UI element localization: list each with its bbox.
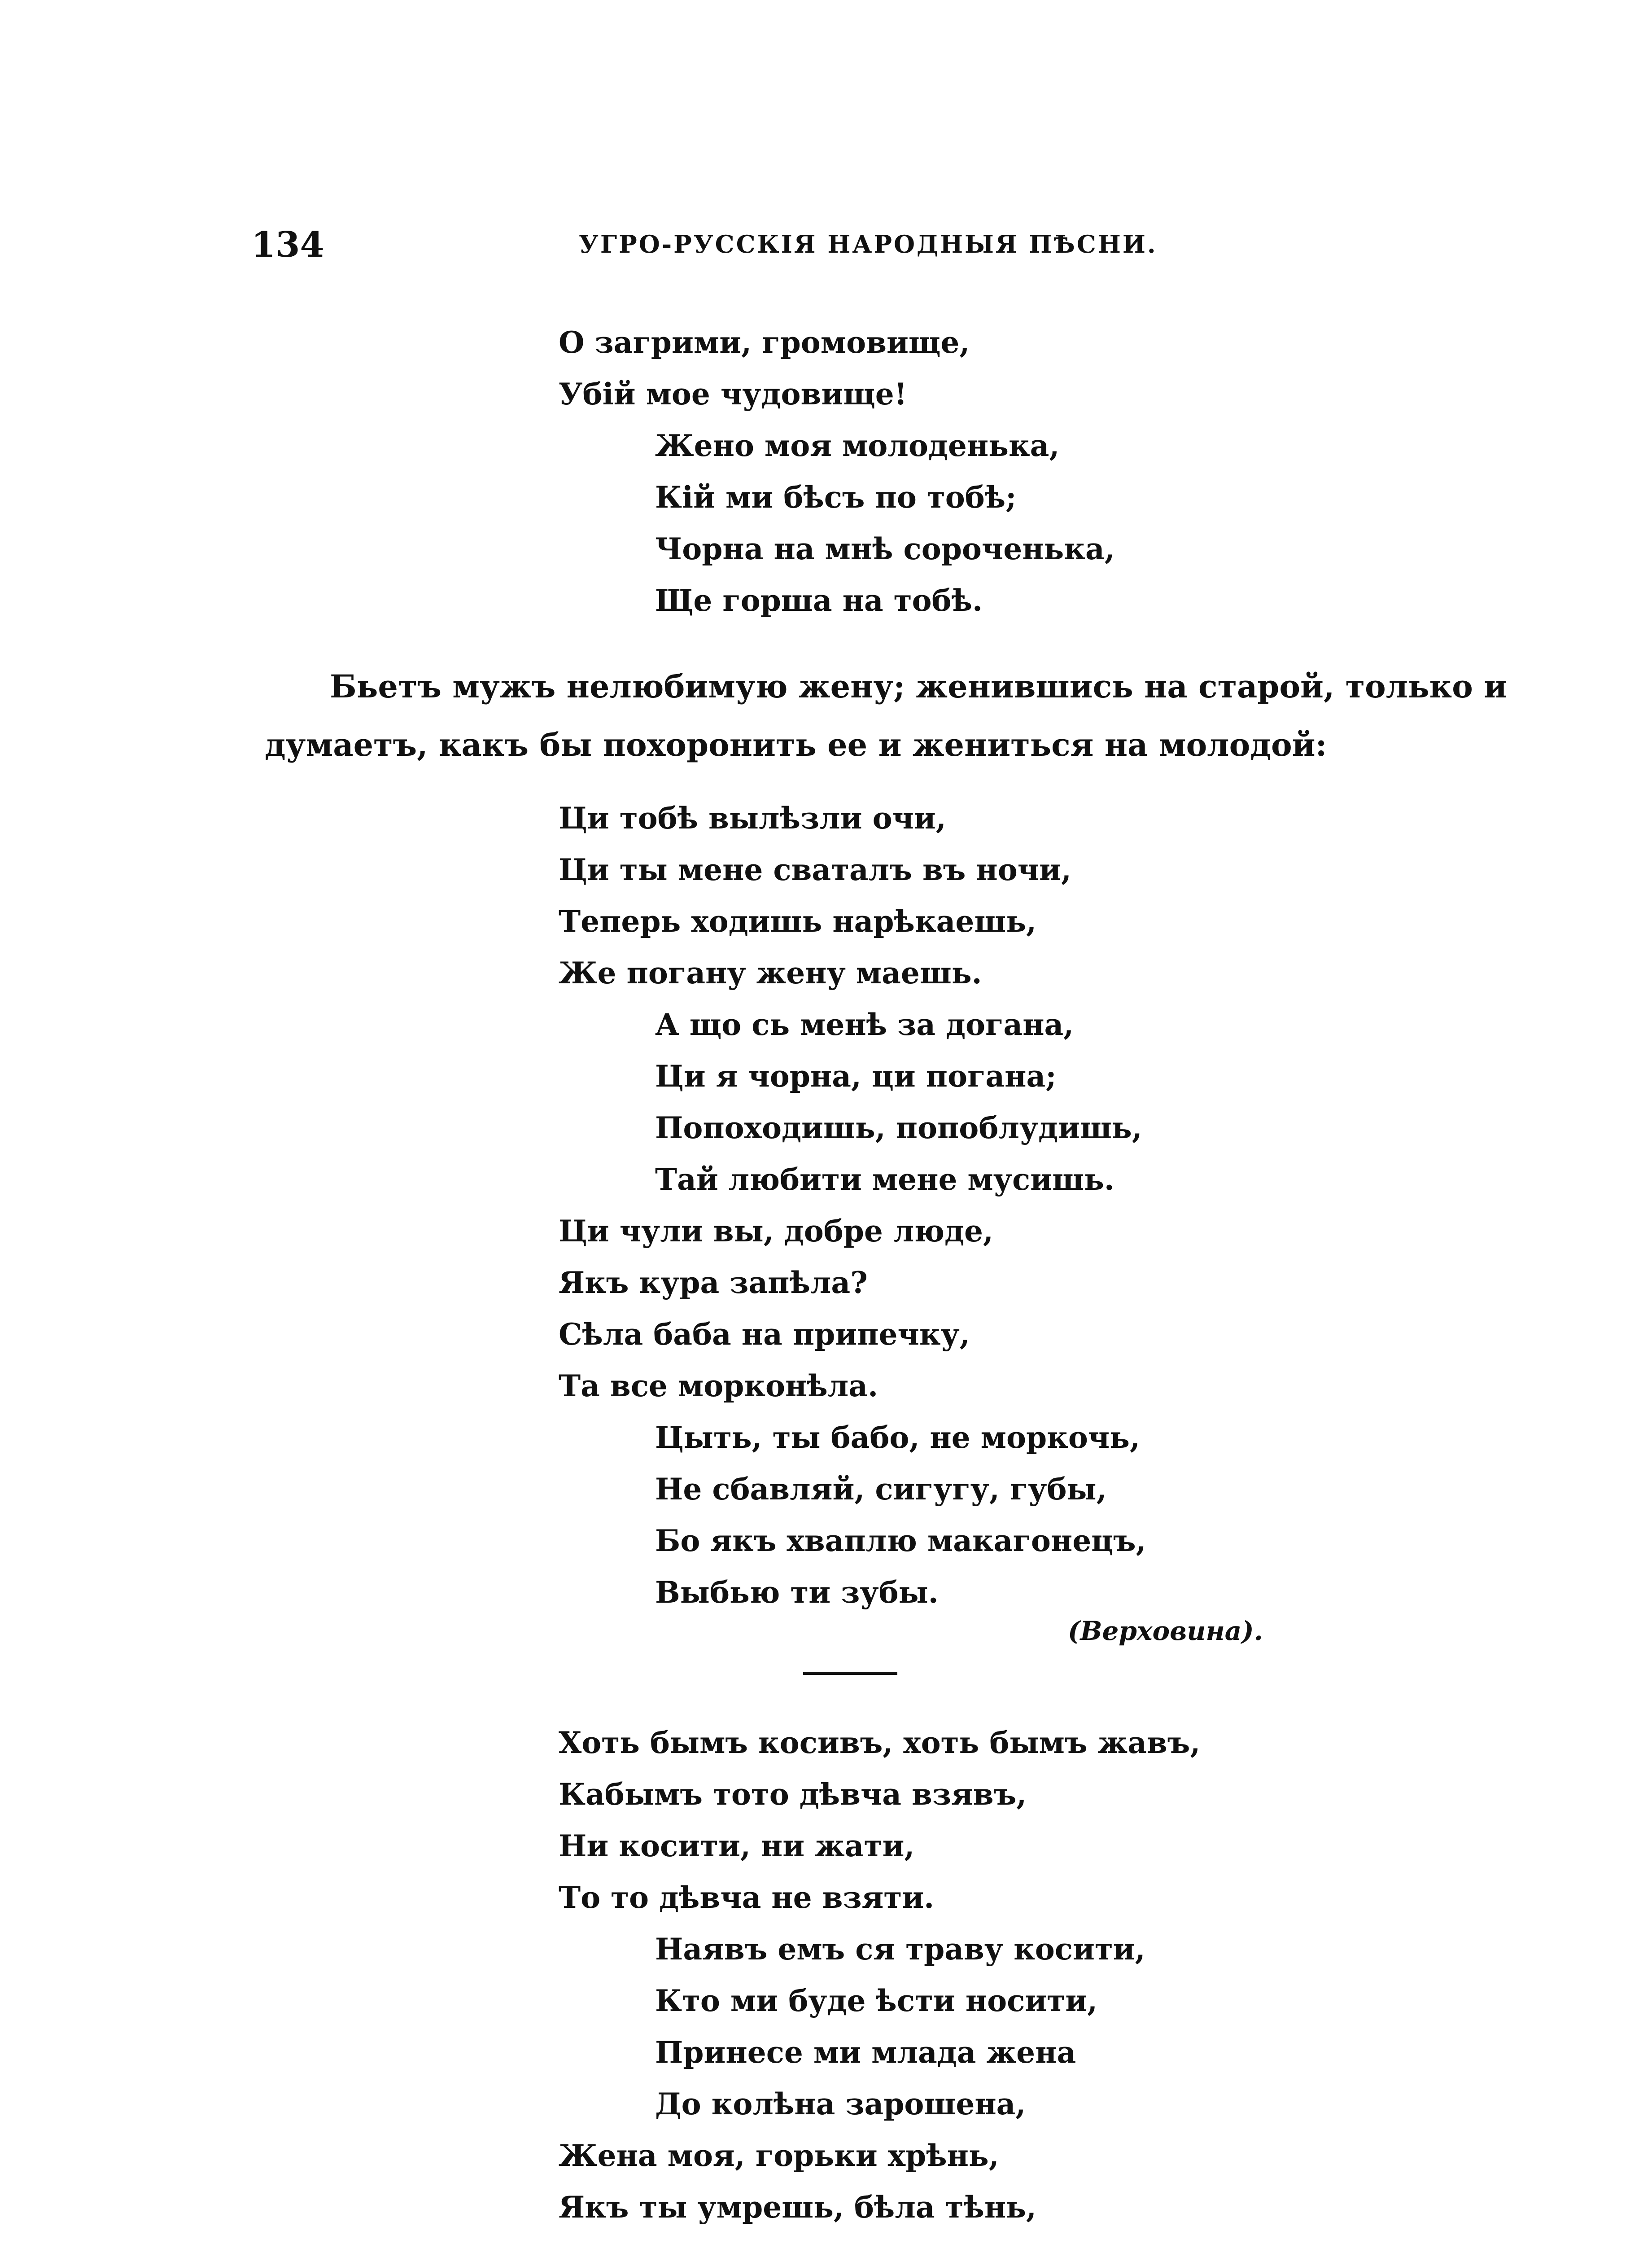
song2-line: Ци чули вы, добре люде, [559,1214,994,1249]
page-header [251,224,1158,269]
running-title: УГРО-РУССКІЯ НАРОДНЫЯ ПѢСНИ. [579,230,1158,259]
song2-line: А що сь менѣ за догана, [655,1007,1074,1042]
song3-line: Жена моя, горьки хрѣнь, [559,2138,999,2173]
song2-line: Бо якъ хваплю макагонецъ, [655,1523,1146,1558]
song2-line: Ци тобѣ вылѣзли очи, [559,801,946,836]
song1-line: Убій мое чудовище! [559,377,907,412]
song3-line: Ни косити, ни жати, [559,1828,915,1863]
song2-line: Выбью ти зубы. [655,1575,939,1610]
attribution: (Верховина). [1068,1616,1263,1646]
song3-line: То то дѣвча не взяти. [559,1880,935,1915]
song3-line: Кабымъ тото дѣвча взявъ, [559,1777,1027,1812]
song2-line: Не сбавляй, сигугу, губы, [655,1472,1107,1507]
song3-line: Наявъ емъ ся траву косити, [655,1932,1145,1967]
song1-line: Ще горша на тобѣ. [655,583,983,618]
song3-line: Якъ ты умрешь, бѣла тѣнь, [559,2190,1036,2225]
song3-line: Кто ми буде ѣсти носити, [655,1983,1098,2018]
song2-line: Тай любити мене мусишь. [655,1162,1114,1197]
page-number: 134 [251,224,324,265]
song2-line: Теперь ходишь нарѣкаешь, [559,904,1037,939]
song3-line: До колѣна зарошена, [655,2086,1026,2121]
intro-line: Бьетъ мужъ нелюбимую жену; женившись на старой, только и [330,668,1508,705]
song1-line: Кій ми бѣсъ по тобѣ; [655,480,1017,515]
intro-line: думаетъ, какъ бы похоронить ее и жениться на молодой: [265,726,1327,763]
song2-line: Же погану жену маешь. [559,955,982,991]
song1-line: Жено моя молоденька, [655,428,1060,463]
song3-line: Принесе ми млада жена [655,2035,1076,2070]
song2-line: Цыть, ты бабо, не моркочь, [655,1420,1140,1455]
song2-line: Та все морконѣла. [559,1368,878,1403]
song2-line: Попоходишь, попоблудишь, [655,1110,1142,1145]
song2-line: Ци я чорна, ци погана; [655,1059,1057,1094]
song1-line: Чорна на мнѣ сороченька, [655,531,1115,566]
song2-line: Ци ты мене свaталъ въ ночи, [559,852,1071,887]
section-divider [803,1672,897,1675]
song3-line: Хоть бымъ косивъ, хоть бымъ жавъ, [559,1725,1201,1760]
song2-line: Сѣла баба на припечку, [559,1317,970,1352]
song1-line: О загрими, громовище, [559,325,970,360]
song2-line: Якъ кура запѣла? [559,1265,868,1300]
